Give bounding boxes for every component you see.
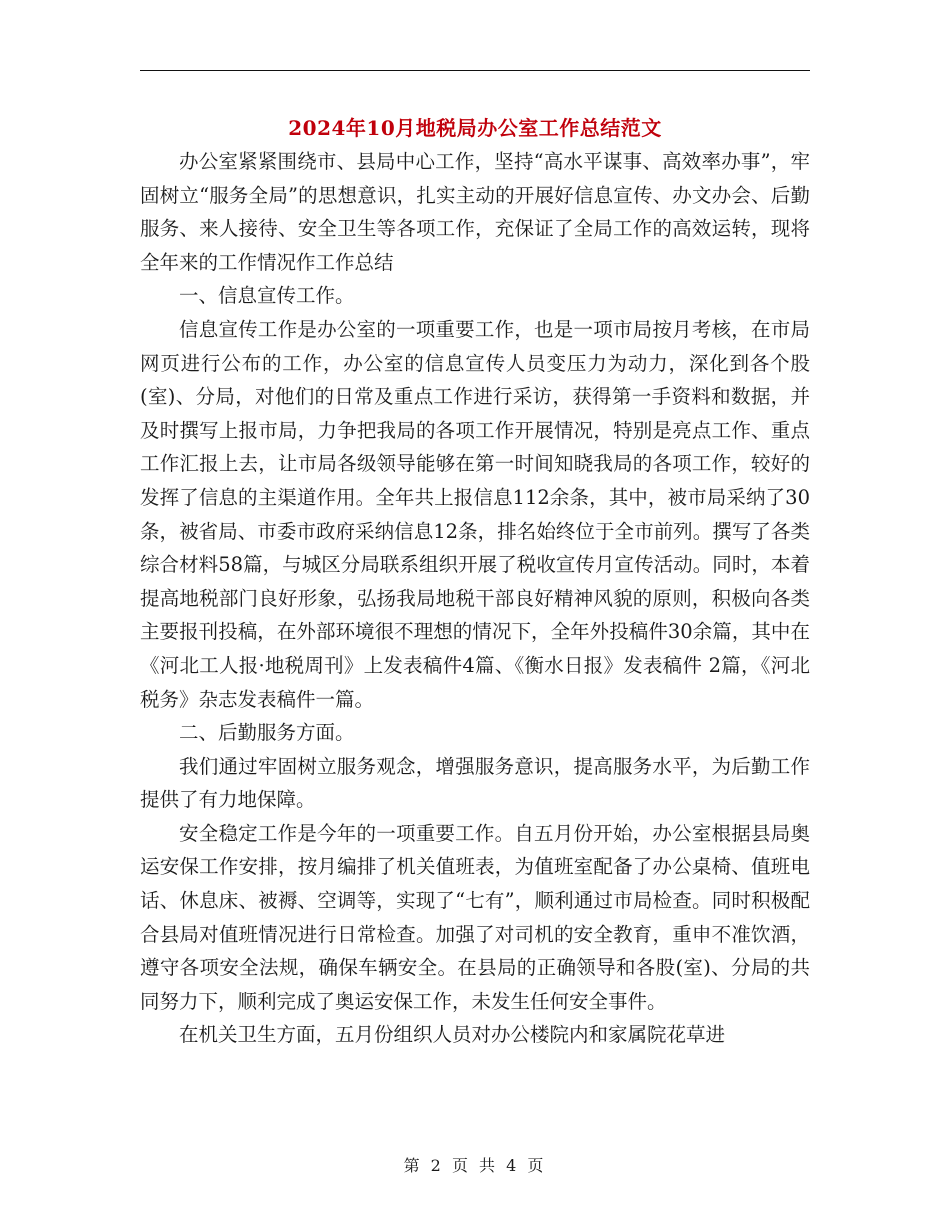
paragraph-info: 信息宣传工作是办公室的一项重要工作，也是一项市局按月考核，在市局网页进行公布的工作，办公室的信息宣传人员变压力为动力，深化到各个股(室)、分局，对他们的日常及重点工作进行采访，获得第一手资料和数据，并及时撰写上报市局，力争把我局的各项工作开展情况，特别是亮点工作、重点工作汇报上去，让市局各级领导能够在第一时间知晓我局的各项工作，较好的发挥了信息的主渠道作用。全年共上报信息112余条，其中，被市局采纳了30条，被省局、市委市政府采纳信息12条，排名始终位于全市前列。撰写了各类综合材料58篇，与城区分局联系组织开展了税收宣传月宣传活动。同时，本着提高地税部门良好形象，弘扬我局地税干部良好精神风貌的原则，积极向各类主要报刊投稿，在外部环境很不理想的情况下，全年外投稿件30余篇，其中在《河北工人报·地税周刊》上发表稿件4篇、《衡水日报》发表稿件 2篇，《河北税务》杂志发表稿件一篇。: [140, 317, 810, 711]
section-heading-logistics: 二、后勤服务方面。: [179, 721, 355, 745]
paragraph-hygiene: 在机关卫生方面，五月份组织人员对办公楼院内和家属院花草进: [179, 1023, 726, 1047]
header-rule: [140, 70, 810, 71]
paragraph-safety: 安全稳定工作是今年的一项重要工作。自五月份开始，办公室根据县局奥运安保工作安排，按月编排了机关值班表，为值班室配备了办公桌椅、值班电话、休息床、被褥、空调等，实现了“七有”，顺利通过市局检查。同时积极配合县局对值班情况进行日常检查。加强了对司机的安全教育，重申不准饮酒，遵守各项安全法规，确保车辆安全。在县局的正确领导和各股(室)、分局的共同努力下，顺利完成了奥运安保工作，未发生任何安全事件。: [140, 821, 810, 1013]
document-body: [140, 145, 810, 1052]
paragraph-logistics: 我们通过牢固树立服务观念，增强服务意识，提高服务水平，为后勤工作提供了有力地保障。: [140, 754, 810, 812]
section-heading-info: 一、信息宣传工作。: [179, 284, 355, 308]
paragraph-intro: 办公室紧紧围绕市、县局中心工作，坚持“高水平谋事、高效率办事”，牢固树立“服务全局”的思想意识，扎实主动的开展好信息宣传、办文办会、后勤服务、来人接待、安全卫生等各项工作，充保证了全局工作的高效运转，现将全年来的工作情况作工作总结: [140, 150, 810, 274]
document-title: 2024年10月地税局办公室工作总结范文: [288, 116, 662, 140]
page-number: 第 2 页 共 4 页: [403, 1156, 547, 1175]
